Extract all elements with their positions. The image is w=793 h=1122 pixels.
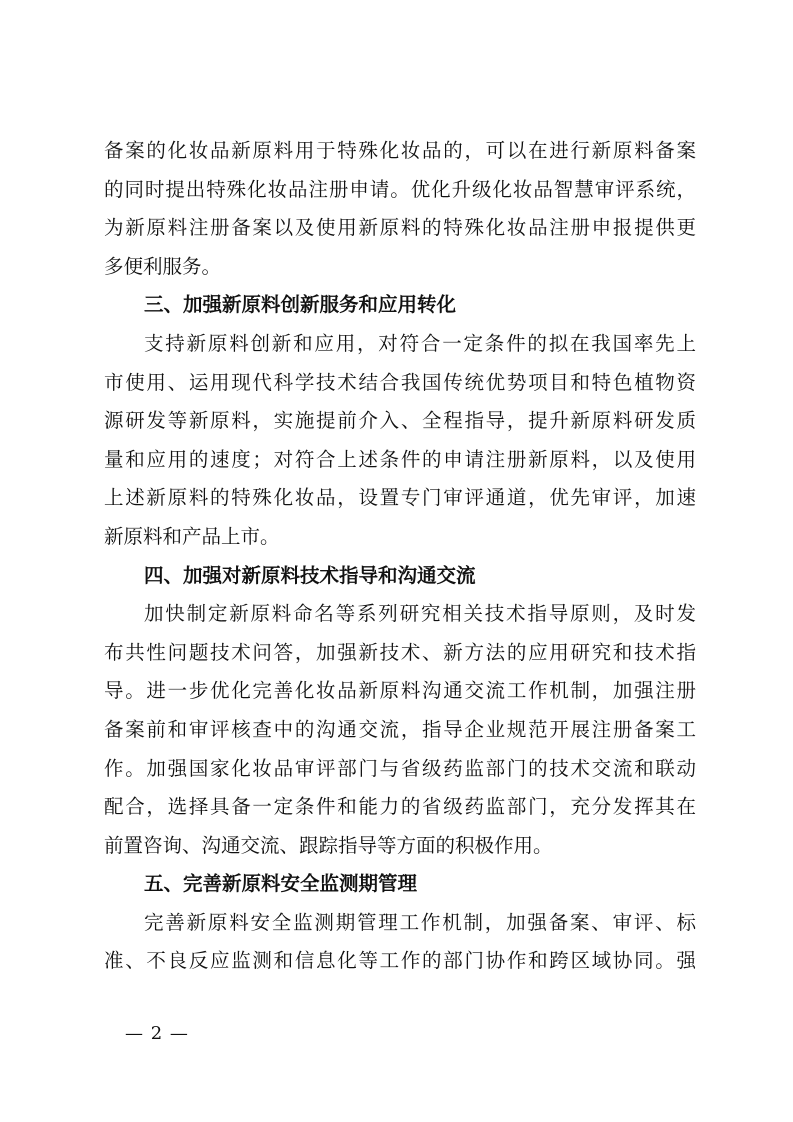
text-line: 备案前和审评核查中的沟通交流，指导企业规范开展注册备案工	[104, 717, 696, 741]
paragraph-continuation	[104, 132, 696, 286]
text-line: 备案的化妆品新原料用于特殊化妆品的，可以在进行新原料备案	[104, 139, 696, 162]
text-line: 加快制定新原料命名等系列研究相关技术指导原则，及时发	[144, 602, 696, 626]
text-line: 支持新原料创新和应用，对符合一定条件的拟在我国率先上	[144, 331, 696, 355]
text-line: 完善新原料安全监测期管理工作机制，加强备案、审评、标	[144, 910, 696, 934]
text-line: 市使用、运用现代科学技术结合我国传统优势项目和特色植物资	[104, 370, 696, 394]
text-line: 的同时提出特殊化妆品注册申请。优化升级化妆品智慧审评系统，	[104, 177, 696, 201]
text-line: 前置咨询、沟通交流、跟踪指导等方面的积极作用。	[104, 833, 553, 857]
section-heading: 五、完善新原料安全监测期管理	[144, 872, 418, 896]
text-line: 上述新原料的特殊化妆品，设置专门审评通道，优先审评，加速	[104, 486, 696, 510]
text-line: 作。加强国家化妆品审评部门与省级药监部门的技术交流和联动	[104, 756, 696, 780]
text-line: 量和应用的速度；对符合上述条件的申请注册新原料，以及使用	[104, 447, 696, 471]
text-line: 配合，选择具备一定条件和能力的省级药监部门，充分发挥其在	[104, 795, 696, 819]
text-line: 准、不良反应监测和信息化等工作的部门协作和跨区域协同。强	[104, 949, 696, 973]
section-heading: 三、加强新原料创新服务和应用转化	[144, 293, 457, 317]
section-heading: 四、加强对新原料技术指导和沟通交流	[144, 563, 476, 587]
page-number: — 2 —	[125, 1023, 189, 1044]
document-body	[104, 132, 696, 981]
text-line: 源研发等新原料，实施提前介入、全程指导，提升新原料研发质	[104, 409, 696, 433]
text-line: 新原料和产品上市。	[104, 524, 280, 548]
section-5	[104, 865, 696, 981]
text-line: 布共性问题技术问答，加强新技术、新方法的应用研究和技术指	[104, 640, 696, 664]
text-line: 多便利服务。	[104, 254, 222, 278]
section-3	[104, 286, 696, 556]
text-line: 为新原料注册备案以及使用新原料的特殊化妆品注册申报提供更	[104, 216, 696, 240]
section-4	[104, 557, 696, 866]
text-line: 导。进一步优化完善化妆品新原料沟通交流工作机制，加强注册	[104, 679, 696, 703]
